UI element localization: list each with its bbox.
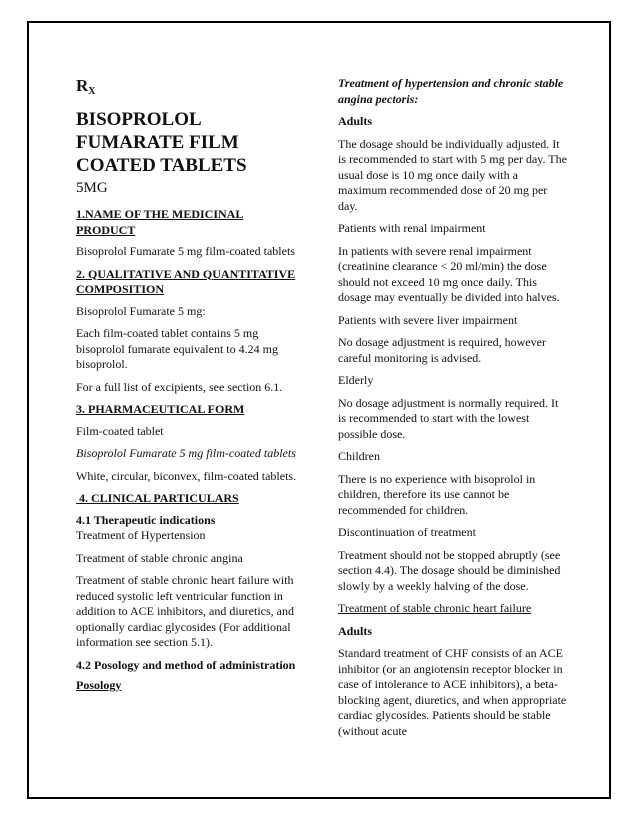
section-4-1-heading: 4.1 Therapeutic indications — [76, 512, 216, 527]
adults-dosage-text: The dosage should be individually adjusted. It is recommended to start with 5 mg per day. The usual dose is 10 mg once daily with a maximum recommended dose of 20 mg per day. — [338, 136, 567, 213]
discontinuation-heading: Discontinuation of treatment — [338, 525, 476, 539]
adults-heading-1: Adults — [338, 114, 373, 128]
section-1-heading: 1.NAME OF THE MEDICINAL PRODUCT — [76, 207, 244, 237]
section-3-heading: 3. PHARMACEUTICAL FORM — [76, 402, 245, 416]
section-3-paragraph-1: Film-coated tablet — [76, 423, 164, 438]
product-strength: 5MG — [76, 180, 108, 196]
adults-heading-2: Adults — [338, 623, 373, 638]
elderly-text: No dosage adjustment is normally required. It is recommended to start with the lowest possible dose. — [338, 395, 559, 441]
section-4-heading: 4. CLINICAL PARTICULARS — [76, 491, 239, 505]
chf-heading: Treatment of stable chronic heart failure — [338, 601, 532, 615]
rx-symbol: $R_X$ — [76, 76, 96, 97]
section-4-1-paragraph-1: Treatment of Hypertension — [76, 528, 206, 542]
section-4-1-paragraph-2: Treatment of stable chronic angina — [76, 550, 243, 565]
chf-treatment-text: Standard treatment of CHF consists of an ACE inhibitor (or an angiotensin receptor blocker in case of intolerance to ACE inhibitors), a beta-blocking agent, diuretics, and when appropriate cardiac glycosides. Patients should be stable (without acute — [338, 646, 567, 738]
section-3-paragraph-3: White, circular, biconvex, film-coated tablets. — [76, 468, 297, 483]
product-title: BISOPROLOL FUMARATE FILM COATED TABLETS — [76, 109, 247, 176]
liver-impairment-text: No dosage adjustment is required, however careful monitoring is advised. — [338, 335, 546, 365]
posology-heading: Posology — [76, 678, 122, 692]
right-column — [338, 76, 568, 746]
section-2-heading: 2. QUALITATIVE AND QUANTITATIVE COMPOSITION — [76, 266, 296, 296]
renal-impairment-text: In patients with severe renal impairment (creatinine clearance < 20 ml/min) the dose should not exceed 10 mg once daily. This dosage may eventually be divided into halves. — [338, 243, 560, 304]
elderly-heading: Elderly — [338, 373, 374, 387]
section-1-text: Bisoprolol Fumarate 5 mg film-coated tablets — [76, 244, 295, 258]
section-3-paragraph-2: Bisoprolol Fumarate 5 mg film-coated tablets — [76, 446, 296, 460]
renal-impairment-heading: Patients with renal impairment — [338, 221, 486, 235]
section-4-2-heading: 4.2 Posology and method of administration — [76, 657, 296, 672]
liver-impairment-heading: Patients with severe liver impairment — [338, 312, 518, 327]
children-heading: Children — [338, 449, 380, 463]
section-4-1-paragraph-3: Treatment of stable chronic heart failure with reduced systolic left ventricular function in addition to ACE inhibitors, and diuretics, and optionally cardiac glycosides (For additional information see section 5.1). — [76, 573, 294, 649]
section-2-paragraph-1: Bisoprolol Fumarate 5 mg: — [76, 303, 206, 318]
children-text: There is no experience with bisoprolol in children, therefore its use cannot be recommended for children. — [338, 471, 536, 517]
left-column — [76, 76, 302, 701]
discontinuation-text: Treatment should not be stopped abruptly (see section 4.4). The dosage should be diminished slowly by a weekly halving of the dose. — [338, 547, 561, 593]
hypertension-angina-heading: Treatment of hypertension and chronic stable angina pectoris: — [338, 76, 564, 106]
section-2-paragraph-3: For a full list of excipients, see section 6.1. — [76, 379, 283, 394]
section-2-paragraph-2: Each film-coated tablet contains 5 mg bisoprolol fumarate equivalent to 4.24 mg bisoprolol. — [76, 326, 278, 371]
